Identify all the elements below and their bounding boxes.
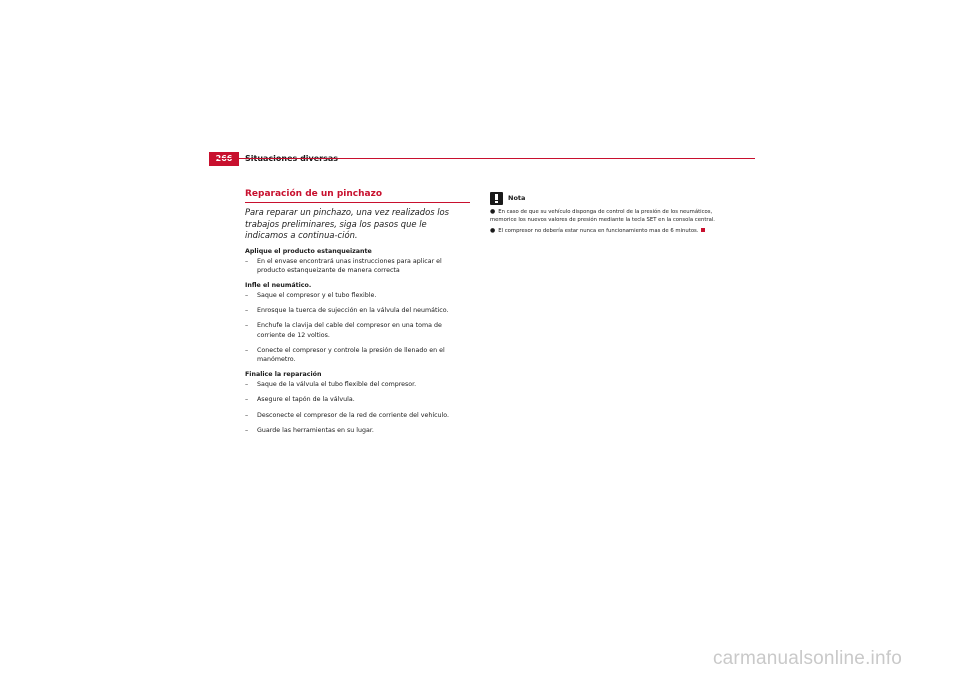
article-heading: Reparación de un pinchazo: [245, 188, 470, 203]
step-text: Enrosque la tuerca de sujección en la válvula del neumático.: [257, 307, 449, 315]
step-text: Conecte el compresor y controle la presión de llenado en el manómetro.: [257, 346, 445, 363]
note-item: [490, 227, 720, 236]
step-text: Saque el compresor y el tubo flexible.: [257, 291, 377, 299]
note-title: Nota: [508, 194, 526, 202]
info-exclamation-icon: [490, 192, 503, 205]
section-title: [245, 152, 338, 166]
dash-marker: –: [245, 426, 249, 434]
step-group-heading: Finalice la reparación: [245, 371, 322, 379]
header-divider: [209, 158, 755, 159]
note-item: [490, 208, 720, 225]
dash-marker: –: [245, 396, 249, 404]
step-item: [245, 306, 470, 315]
step-text: Guarde las herramientas en su lugar.: [257, 426, 374, 434]
dash-marker: –: [245, 346, 249, 354]
step-text: Desconecte el compresor de la red de corriente del vehículo.: [257, 411, 450, 419]
note-box: [490, 192, 720, 237]
bullet-icon: ●: [490, 226, 496, 234]
page-header: [0, 0, 960, 170]
watermark: carmanualsonline.info: [712, 648, 902, 669]
dash-marker: –: [245, 381, 249, 389]
note-header: [490, 192, 720, 205]
intro-text: Para reparar un pinchazo, una vez realizados los trabajos preliminares, siga los pasos que le indicamos a continua-ción.: [245, 207, 450, 240]
step-text: Enchufe la clavija del cable del compresor en una toma de corriente de 12 voltios.: [257, 322, 442, 339]
step-group-finish: [245, 370, 470, 435]
main-column: [245, 188, 470, 441]
step-item: [245, 321, 470, 339]
step-item: [245, 411, 470, 420]
step-group-inflate: [245, 281, 470, 364]
step-text: En el envase encontrará unas instrucciones para aplicar el producto estanqueizante de manera correcta: [257, 257, 442, 274]
dash-marker: –: [245, 257, 249, 265]
step-group-heading: Aplique el producto estanqueizante: [245, 247, 372, 255]
step-group-apply: [245, 247, 470, 275]
note-text: El compresor no debería estar nunca en funcionamiento mas de 6 minutos.: [498, 227, 699, 234]
dash-marker: –: [245, 411, 249, 419]
step-text: Asegure el tapón de la válvula.: [257, 396, 355, 404]
step-item: [245, 346, 470, 364]
step-item: [245, 380, 470, 389]
dash-marker: –: [245, 307, 249, 315]
step-item: [245, 426, 470, 435]
note-text: En caso de que su vehículo disponga de control de la presión de los neumáticos, memorice los nuevos valores de presión mediante la tecla SET en la consola central.: [490, 209, 715, 223]
dash-marker: –: [245, 322, 249, 330]
bullet-icon: ●: [490, 208, 496, 215]
step-item: [245, 257, 470, 275]
step-item: [245, 291, 470, 300]
step-item: [245, 395, 470, 404]
end-of-section-marker: [701, 228, 705, 232]
step-group-heading: Infle el neumático.: [245, 281, 312, 289]
page-number: [209, 152, 239, 166]
step-text: Saque de la válvula el tubo flexible del compresor.: [257, 381, 417, 389]
dash-marker: –: [245, 291, 249, 299]
